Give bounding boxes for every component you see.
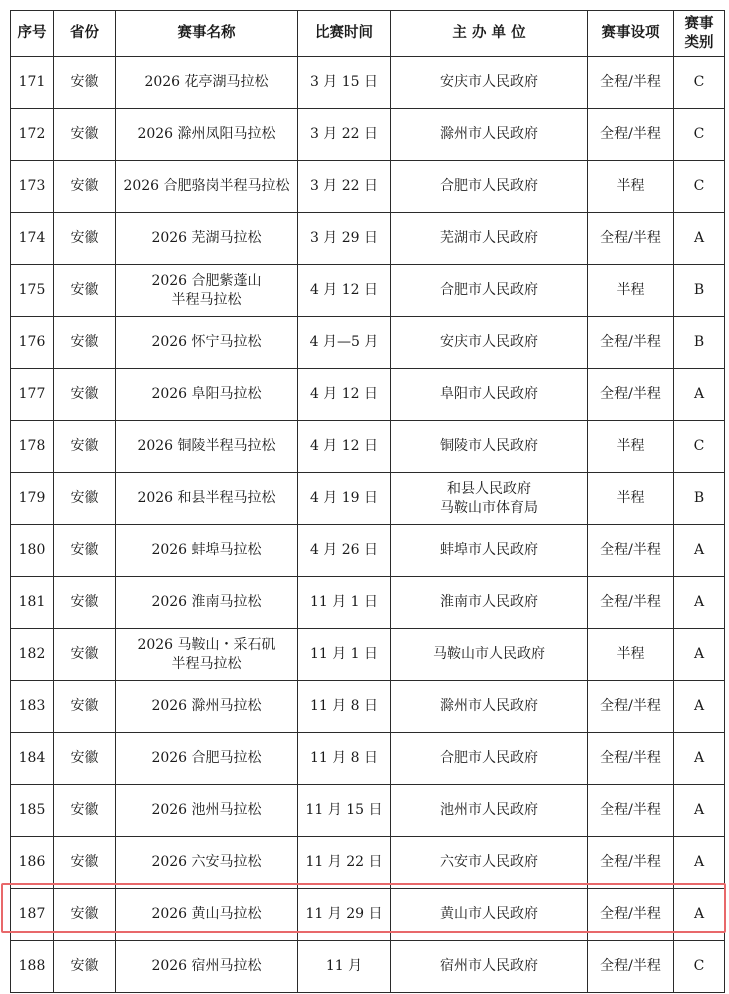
cell-date: 4 月 12 日 — [298, 369, 391, 421]
cell-date: 3 月 22 日 — [298, 161, 391, 213]
cell-no: 176 — [11, 317, 54, 369]
cell-events: 半程 — [588, 265, 674, 317]
cell-category: A — [674, 369, 725, 421]
cell-category: C — [674, 421, 725, 473]
cell-no: 178 — [11, 421, 54, 473]
cell-province: 安徽 — [54, 733, 116, 785]
cell-organizer: 合肥市人民政府 — [391, 161, 588, 213]
cell-category: A — [674, 733, 725, 785]
table-row — [11, 473, 725, 525]
table-row — [11, 421, 725, 473]
col-header-events: 赛事设项 — [588, 11, 674, 57]
cell-events: 全程/半程 — [588, 577, 674, 629]
table-row — [11, 265, 725, 317]
cell-no: 172 — [11, 109, 54, 161]
cell-organizer: 安庆市人民政府 — [391, 317, 588, 369]
cell-organizer: 合肥市人民政府 — [391, 733, 588, 785]
cell-province: 安徽 — [54, 889, 116, 941]
col-header-category: 赛事 类别 — [674, 11, 725, 57]
cell-organizer: 六安市人民政府 — [391, 837, 588, 889]
cell-category: A — [674, 629, 725, 681]
cell-name: 2026 马鞍山・采石矶 半程马拉松 — [116, 629, 298, 681]
cell-province: 安徽 — [54, 421, 116, 473]
cell-events: 全程/半程 — [588, 681, 674, 733]
cell-date: 4 月 12 日 — [298, 421, 391, 473]
cell-organizer: 淮南市人民政府 — [391, 577, 588, 629]
cell-date: 11 月 8 日 — [298, 733, 391, 785]
cell-category: A — [674, 577, 725, 629]
cell-province: 安徽 — [54, 629, 116, 681]
cell-name: 2026 合肥骆岗半程马拉松 — [116, 161, 298, 213]
cell-no: 183 — [11, 681, 54, 733]
cell-organizer: 铜陵市人民政府 — [391, 421, 588, 473]
cell-events: 全程/半程 — [588, 941, 674, 993]
cell-no: 177 — [11, 369, 54, 421]
cell-organizer: 芜湖市人民政府 — [391, 213, 588, 265]
cell-events: 全程/半程 — [588, 733, 674, 785]
cell-name: 2026 滁州马拉松 — [116, 681, 298, 733]
table-row — [11, 785, 725, 837]
cell-category: A — [674, 889, 725, 941]
cell-category: B — [674, 317, 725, 369]
cell-name: 2026 芜湖马拉松 — [116, 213, 298, 265]
cell-events: 全程/半程 — [588, 57, 674, 109]
cell-organizer: 滁州市人民政府 — [391, 681, 588, 733]
cell-province: 安徽 — [54, 941, 116, 993]
cell-name: 2026 合肥马拉松 — [116, 733, 298, 785]
table-row — [11, 733, 725, 785]
cell-name: 2026 六安马拉松 — [116, 837, 298, 889]
cell-name: 2026 宿州马拉松 — [116, 941, 298, 993]
table-row — [11, 369, 725, 421]
cell-date: 11 月 1 日 — [298, 629, 391, 681]
cell-category: B — [674, 265, 725, 317]
cell-name: 2026 和县半程马拉松 — [116, 473, 298, 525]
cell-date: 11 月 22 日 — [298, 837, 391, 889]
table-row — [11, 109, 725, 161]
cell-organizer: 阜阳市人民政府 — [391, 369, 588, 421]
cell-organizer: 池州市人民政府 — [391, 785, 588, 837]
cell-province: 安徽 — [54, 785, 116, 837]
table-row — [11, 317, 725, 369]
cell-organizer: 安庆市人民政府 — [391, 57, 588, 109]
cell-province: 安徽 — [54, 265, 116, 317]
cell-no: 182 — [11, 629, 54, 681]
cell-no: 175 — [11, 265, 54, 317]
cell-name: 2026 怀宁马拉松 — [116, 317, 298, 369]
cell-no: 188 — [11, 941, 54, 993]
cell-organizer: 蚌埠市人民政府 — [391, 525, 588, 577]
cell-date: 3 月 29 日 — [298, 213, 391, 265]
cell-province: 安徽 — [54, 577, 116, 629]
cell-date: 4 月 26 日 — [298, 525, 391, 577]
cell-no: 179 — [11, 473, 54, 525]
cell-organizer: 马鞍山市人民政府 — [391, 629, 588, 681]
cell-organizer: 宿州市人民政府 — [391, 941, 588, 993]
cell-events: 全程/半程 — [588, 525, 674, 577]
cell-category: C — [674, 161, 725, 213]
cell-name: 2026 铜陵半程马拉松 — [116, 421, 298, 473]
cell-date: 3 月 22 日 — [298, 109, 391, 161]
table-row — [11, 577, 725, 629]
cell-category: A — [674, 837, 725, 889]
cell-province: 安徽 — [54, 369, 116, 421]
cell-category: A — [674, 525, 725, 577]
table-header-row — [11, 11, 725, 57]
cell-province: 安徽 — [54, 525, 116, 577]
cell-date: 11 月 29 日 — [298, 889, 391, 941]
cell-date: 4 月 19 日 — [298, 473, 391, 525]
cell-no: 180 — [11, 525, 54, 577]
cell-date: 4 月 12 日 — [298, 265, 391, 317]
cell-province: 安徽 — [54, 317, 116, 369]
table-row — [11, 57, 725, 109]
cell-events: 全程/半程 — [588, 213, 674, 265]
cell-province: 安徽 — [54, 57, 116, 109]
table-row — [11, 213, 725, 265]
cell-category: A — [674, 681, 725, 733]
table-row — [11, 889, 725, 941]
cell-no: 174 — [11, 213, 54, 265]
col-header-no: 序号 — [11, 11, 54, 57]
cell-no: 186 — [11, 837, 54, 889]
cell-province: 安徽 — [54, 837, 116, 889]
cell-organizer: 合肥市人民政府 — [391, 265, 588, 317]
cell-name: 2026 合肥紫蓬山 半程马拉松 — [116, 265, 298, 317]
cell-events: 全程/半程 — [588, 837, 674, 889]
col-header-date: 比赛时间 — [298, 11, 391, 57]
cell-category: B — [674, 473, 725, 525]
cell-category: A — [674, 213, 725, 265]
cell-category: C — [674, 57, 725, 109]
cell-date: 3 月 15 日 — [298, 57, 391, 109]
cell-date: 11 月 8 日 — [298, 681, 391, 733]
cell-name: 2026 蚌埠马拉松 — [116, 525, 298, 577]
cell-events: 全程/半程 — [588, 369, 674, 421]
cell-date: 11 月 1 日 — [298, 577, 391, 629]
cell-name: 2026 阜阳马拉松 — [116, 369, 298, 421]
table-row — [11, 837, 725, 889]
cell-no: 187 — [11, 889, 54, 941]
cell-events: 全程/半程 — [588, 317, 674, 369]
cell-events: 半程 — [588, 473, 674, 525]
col-header-province: 省份 — [54, 11, 116, 57]
table-row — [11, 629, 725, 681]
marathon-table — [10, 10, 725, 993]
cell-no: 185 — [11, 785, 54, 837]
cell-events: 全程/半程 — [588, 889, 674, 941]
cell-name: 2026 花亭湖马拉松 — [116, 57, 298, 109]
cell-no: 173 — [11, 161, 54, 213]
cell-no: 181 — [11, 577, 54, 629]
table-row — [11, 525, 725, 577]
cell-province: 安徽 — [54, 161, 116, 213]
table-row — [11, 161, 725, 213]
cell-date: 4 月—5 月 — [298, 317, 391, 369]
col-header-organizer: 主 办 单 位 — [391, 11, 588, 57]
cell-name: 2026 池州马拉松 — [116, 785, 298, 837]
cell-organizer: 黄山市人民政府 — [391, 889, 588, 941]
cell-category: C — [674, 109, 725, 161]
cell-no: 171 — [11, 57, 54, 109]
cell-date: 11 月 15 日 — [298, 785, 391, 837]
cell-name: 2026 淮南马拉松 — [116, 577, 298, 629]
cell-province: 安徽 — [54, 213, 116, 265]
cell-events: 全程/半程 — [588, 785, 674, 837]
cell-events: 半程 — [588, 629, 674, 681]
cell-events: 全程/半程 — [588, 109, 674, 161]
cell-category: A — [674, 785, 725, 837]
cell-organizer: 和县人民政府 马鞍山市体育局 — [391, 473, 588, 525]
cell-events: 半程 — [588, 161, 674, 213]
cell-name: 2026 滁州凤阳马拉松 — [116, 109, 298, 161]
cell-province: 安徽 — [54, 109, 116, 161]
table-row — [11, 941, 725, 993]
cell-events: 半程 — [588, 421, 674, 473]
cell-no: 184 — [11, 733, 54, 785]
cell-category: C — [674, 941, 725, 993]
cell-province: 安徽 — [54, 473, 116, 525]
cell-province: 安徽 — [54, 681, 116, 733]
cell-name: 2026 黄山马拉松 — [116, 889, 298, 941]
col-header-name: 赛事名称 — [116, 11, 298, 57]
cell-organizer: 滁州市人民政府 — [391, 109, 588, 161]
cell-date: 11 月 — [298, 941, 391, 993]
table-row — [11, 681, 725, 733]
